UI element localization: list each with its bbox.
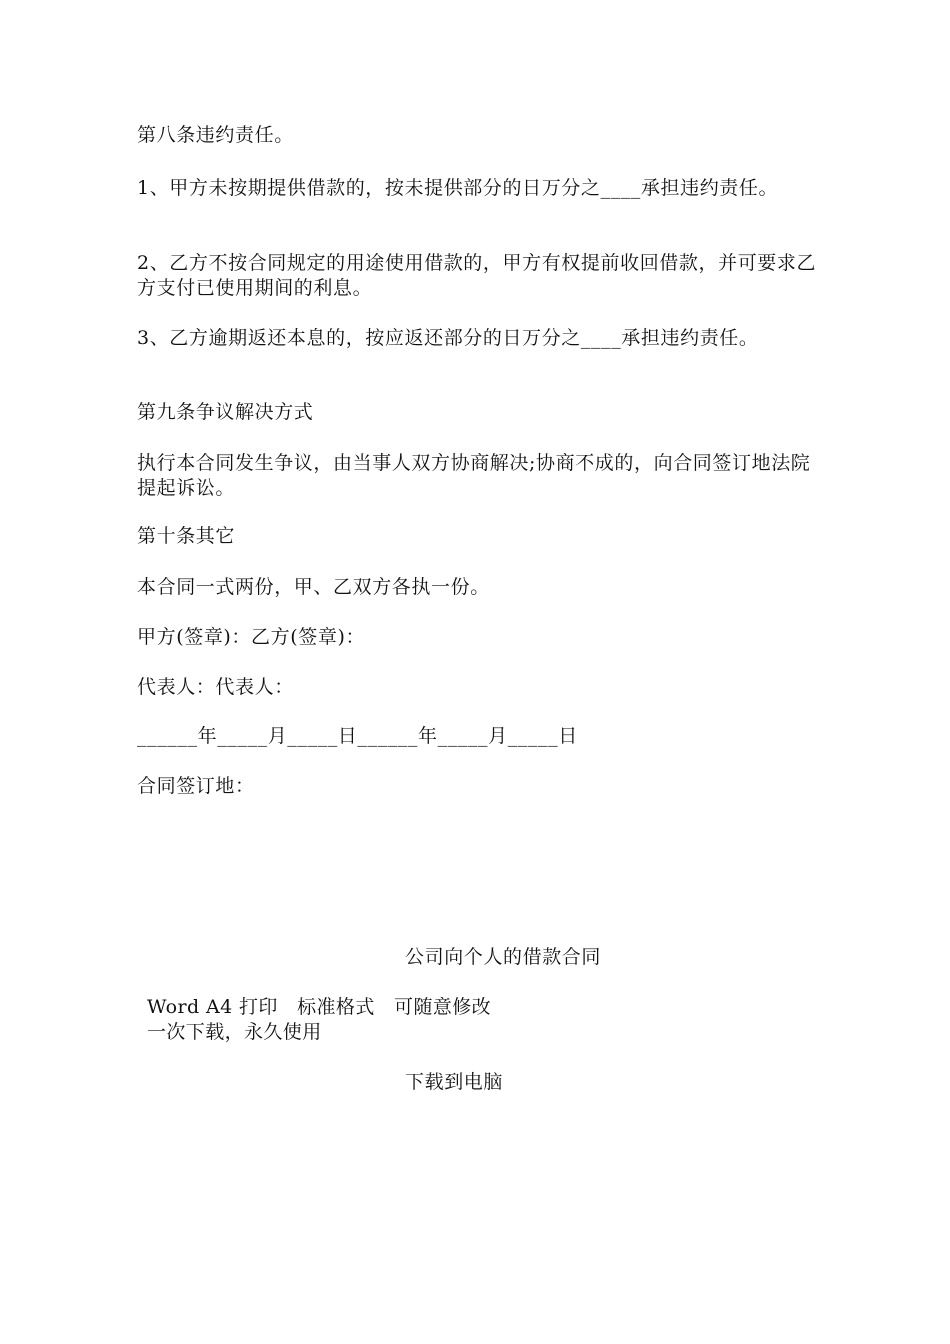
footer-features: [147, 995, 491, 1045]
signature-dates: ______年_____月_____日______年_____月_____日: [137, 725, 578, 747]
footer-features-line-1: Word A4 打印 标准格式 可随意修改: [147, 996, 492, 1018]
download-link[interactable]: 下载到电脑: [405, 1071, 504, 1093]
clause-10-text: 本合同一式两份，甲、乙双方各执一份。: [137, 576, 490, 598]
clause-9-text: 执行本合同发生争议，由当事人双方协商解决;协商不成的，向合同签订地法院提起诉讼。: [137, 452, 811, 499]
signature-parties: 甲方(签章)：乙方(签章)：: [137, 626, 366, 648]
clause-8-2: 2、乙方不按合同规定的用途使用借款的，甲方有权提前收回借款，并可要求乙方支付已使用期间的利息。: [137, 252, 817, 299]
footer-title: 公司向个人的借款合同: [405, 946, 602, 968]
article-9-heading: 第九条争议解决方式: [137, 401, 314, 423]
clause-8-1: 1、甲方未按期提供借款的，按未提供部分的日万分之____承担违约责任。: [137, 177, 779, 199]
representatives: 代表人：代表人：: [137, 676, 294, 698]
article-8-heading: 第八条违约责任。: [137, 124, 294, 146]
footer-features-line-2: 一次下载，永久使用: [147, 1021, 322, 1043]
clause-8-3: 3、乙方逾期返还本息的，按应返还部分的日万分之____承担违约责任。: [137, 327, 759, 349]
article-10-heading: 第十条其它: [137, 525, 236, 547]
signing-place: 合同签订地：: [137, 775, 255, 797]
